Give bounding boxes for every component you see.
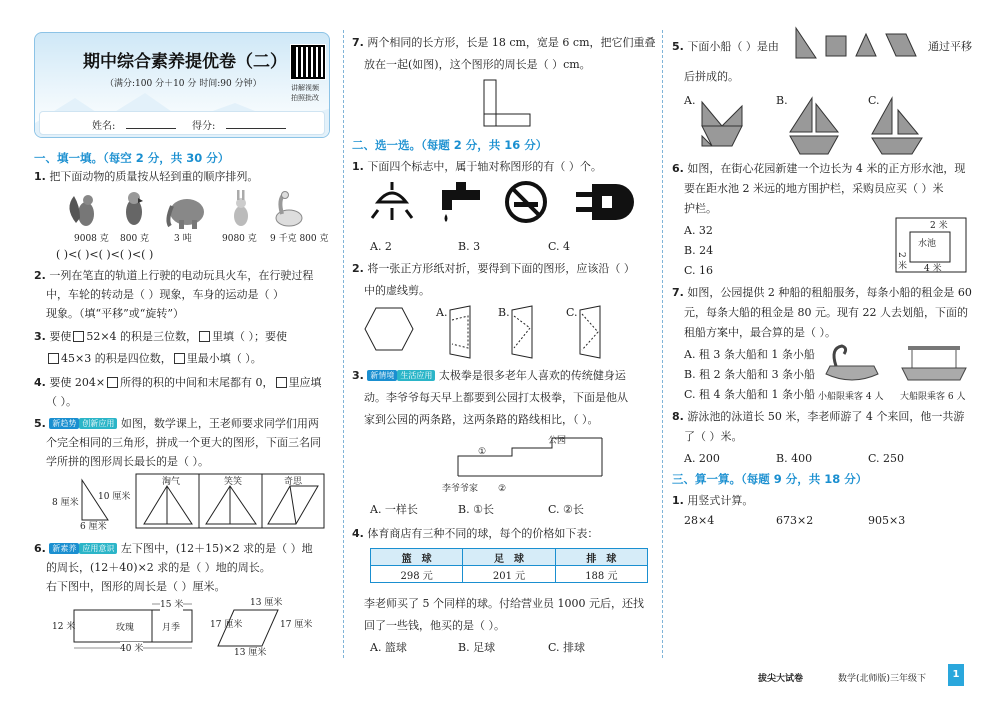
garden-label: 月季 [162,623,181,633]
option-c[interactable]: C. 16 [684,264,714,277]
s2-q4-line1 [352,527,598,541]
option-b[interactable]: B. 24 [684,244,714,257]
q-text: 如图，在街心花园新建一个边长为 4 米的正方形水池，现 [687,162,966,175]
blank-box[interactable] [107,377,118,388]
table-header: 排 球 [555,549,647,566]
option-a[interactable]: A. 篮球 [370,641,407,654]
student-name: 淘气 [162,477,181,487]
option-b[interactable]: B. 足球 [458,641,496,654]
overlap-rectangles-figure [480,78,540,130]
home-label: 李爷爷家 [442,484,479,494]
goose-icon [276,192,302,227]
symbol-icons [370,180,650,226]
q-number: 4. [34,376,46,389]
q-text: 要使 204× [49,376,106,389]
score-label: 得分: [192,121,216,132]
q-text: 如图，公园提供 2 种船的租船服务，每条小船的租金是 60 [687,286,972,299]
route-1-label: ① [478,447,487,457]
option-c[interactable]: C. [566,306,578,319]
calc-item[interactable]: 673×2 [776,514,814,527]
s1-q2-line1 [34,269,313,283]
s1-q6-line1[interactable] [34,542,313,556]
faucet-icon [442,182,480,222]
q-number: 1. [34,170,46,183]
s1-q7-line2[interactable]: 放在一起(如图)，这个图形的周长是（ ）cm。 [364,58,591,71]
s2-q7-line2: 元，每条大船的租金是 80 元。现有 22 人去划船，下面的 [684,306,968,319]
option-c[interactable]: C. 250 [868,452,905,465]
no-smoking-icon [507,183,545,221]
boats-figure [822,340,972,390]
q-number: 3. [34,330,46,343]
s2-q3-line3[interactable]: 家到公园的两条路，这两条路的路线相比，（ ）。 [364,413,599,426]
s2-q3-line1 [352,369,626,383]
q-number: 1. [672,494,684,507]
option-a[interactable]: A. 租 3 条大船和 1 条小船 [684,348,815,361]
q-text: 45×3 的积是四位数， [61,352,172,365]
boat-options-figure [672,96,972,158]
s2-q2-line1[interactable] [352,262,635,276]
student-name: 奇思 [284,477,303,487]
tag-literacy: 新素养 [49,543,79,554]
big-boat-label: 大船限乘客 6 人 [900,392,966,402]
qr-note-1: 讲解视频 [291,84,319,92]
tag-trend: 新趋势 [49,418,79,429]
s2-q6-line1 [672,162,965,176]
s3-q1 [672,494,753,508]
swan-boat-icon [826,346,878,380]
option-b[interactable]: B. 400 [776,452,813,465]
tag-life: 生活应用 [397,370,435,381]
animal-label: 9080 克 [222,234,257,244]
table-cell: 201 元 [463,566,555,583]
price-table [370,548,648,583]
side-label: 10 厘米 [98,492,131,502]
student-name: 笑笑 [224,477,243,487]
q-number: 3. [352,369,364,382]
q-text: 体育商店有三种不同的球，每个的价格如下表： [367,527,599,540]
squirrel-icon [69,195,94,226]
animal-label: 9 千克 800 克 [270,234,329,244]
table-header: 篮 球 [371,549,463,566]
qr-note-2: 拍照批改 [291,94,319,102]
order-answer[interactable]: ( )<( )<( )<( )<( ) [56,248,154,261]
s1-q1 [34,170,258,184]
s2-q5-line1b: 通过平移 [928,40,972,53]
dim-label: 2 米 [896,252,906,270]
q-number: 6. [672,162,684,175]
footer-subject: 数学(北师版)三年级下 [838,674,927,684]
small-boat-label: 小船限乘客 4 人 [818,392,884,402]
section-2-title: 二、选一选。（每题 2 分，共 16 分） [352,138,548,152]
q-text: 下面四个标志中，属于轴对称图形的有（ ）个。 [367,160,602,173]
q-text: 如图，数学课上，王老师要求同学们用两 [120,417,319,430]
qr-code[interactable] [291,45,325,79]
s1-q5-line1 [34,417,319,431]
s1-q2-line3: 现象。（填“平移”或“旋转”） [46,307,184,320]
q-number: 6. [34,542,46,555]
s1-q4-line2[interactable]: （ ）。 [46,395,77,408]
option-c[interactable]: C. 租 4 条大船和 1 条小船 [684,388,816,401]
tag-application: 应用意识 [79,543,117,554]
s2-q6-line2[interactable]: 要在距水池 2 米远的地方围护栏，采购员应买（ ）米 [684,182,944,195]
hexagon-figure [364,306,414,352]
q-text: 将一张正方形纸对折，要得到下面的图形，应该沿（ ） [367,262,635,275]
option-b[interactable]: B. 3 [458,240,481,253]
elephant-icon [168,199,204,229]
s1-q4-line1[interactable] [34,376,322,390]
q-text: 52×4 的积是三位数， [86,330,198,343]
table-header: 足 球 [463,549,555,566]
option-a[interactable]: A. 32 [684,224,713,237]
dim-label: 2 米 [930,221,948,231]
s2-q5-line1[interactable] [672,40,779,54]
parrot-icon [126,192,143,225]
s2-q4-line3[interactable]: 回了一些钱，他买的是（ ）。 [364,619,505,632]
page-number: 1 [948,664,964,686]
q-text: 里最小填（ ）。 [186,352,262,365]
footer-brand: 拔尖大试卷 [758,674,804,684]
blank-box[interactable] [199,331,210,342]
s2-q3-line2: 动。李爷爷每天早上都要到公园打太极拳，下面是他从 [364,391,628,404]
q-text: 里填（ ）；要使 [212,330,288,343]
column-divider [343,30,344,658]
q-number: 1. [352,160,364,173]
option-b[interactable]: B. ①长 [458,503,494,516]
footer [740,668,980,686]
score-field[interactable] [226,128,286,129]
s2-q1[interactable] [352,160,602,174]
s2-q5-line2: 后拼成的。 [684,70,739,83]
exam-meta: （满分:100 分＋10 分 时间:90 分钟） [105,79,262,89]
q-text: 游泳池的泳道长 50 米，李老师游了 4 个来回，他一共游 [687,410,965,423]
q-number: 4. [352,527,364,540]
animal-images [34,188,334,230]
option-b[interactable]: B. [776,94,788,107]
option-b[interactable]: B. 租 2 条大船和 3 条小船 [684,368,816,381]
side-label: 8 厘米 [52,498,79,508]
s1-q6-line3[interactable]: 右下图中，图形的周长是（ ）厘米。 [46,580,226,593]
animal-label: 9008 克 [74,234,109,244]
blank-box[interactable] [48,353,59,364]
s2-q8-line2[interactable]: 了（ ）米。 [684,430,743,443]
s2-q7-line3[interactable]: 租船方案中，最合算的是（ ）。 [684,326,836,339]
section-1-title: 一、填一填。（每空 2 分，共 30 分） [34,151,230,165]
dim-label: 4 米 [924,264,942,274]
option-c[interactable]: C. 4 [548,240,571,253]
animal-label: 800 克 [120,234,150,244]
option-a[interactable]: A. 200 [684,452,720,465]
page-title: 期中综合素养提优卷（二） [83,52,287,72]
q-number: 2. [34,269,46,282]
q-text: 里应填 [288,376,322,389]
option-c[interactable]: C. [868,94,880,107]
option-b[interactable]: B. [498,306,510,319]
tag-context: 新情境 [367,370,397,381]
q-text: 用竖式计算。 [687,494,754,507]
s1-q5-line2: 个完全相同的三角形，拼成一个更大的图形，下面三名同 [46,436,321,449]
dim-label: 12 米 [52,622,76,632]
q-text: 要使 [49,330,72,343]
q-number: 5. [672,40,684,53]
rabbit-icon [234,190,248,226]
s2-q4-line2: 李老师买了 5 个同样的球。付给营业员 1000 元后，还找 [364,597,644,610]
s1-q3-line2[interactable] [46,352,262,366]
plug-icon [576,184,634,220]
q-number: 8. [672,410,684,423]
shape-pieces-figure [794,26,924,62]
blank-box[interactable] [174,353,185,364]
folded-paper-figures [448,304,688,360]
dim-label: 13 厘米 [234,648,267,658]
s2-q2-line2: 中的虚线剪。 [364,284,430,297]
dim-label: 40 米 [120,644,144,654]
side-label: 6 厘米 [80,522,107,532]
name-label: 姓名: [92,121,116,132]
dim-label: 13 厘米 [250,598,283,608]
q-text: 一列在笔直的轨道上行驶的电动玩具火车，在行驶过程 [49,269,314,282]
blank-box[interactable] [276,377,287,388]
blank-box[interactable] [73,331,84,342]
option-a[interactable]: A. 2 [370,240,392,253]
q-number: 5. [34,417,46,430]
s2-q8-line1 [672,410,964,424]
q-text: 下面小船（ ）是由 [687,40,779,53]
pool-label: 水池 [918,239,937,249]
name-field[interactable] [126,128,176,129]
s1-q7-line1 [352,36,656,50]
tag-innovation: 创新应用 [79,418,117,429]
header-card [34,32,330,138]
table-cell: 298 元 [371,566,463,583]
option-a[interactable]: A. 一样长 [370,503,418,516]
dim-label: 17 厘米 [210,620,243,630]
s1-q5-line3[interactable]: 学所拼的图形周长最长的是（ ）。 [46,455,209,468]
q-text: 两个相同的长方形，长是 18 cm，宽是 6 cm，把它们重叠 [367,36,656,49]
dim-label: 17 厘米 [280,620,313,630]
option-a[interactable]: A. [684,94,696,107]
garden-label: 玫瑰 [116,623,135,633]
s1-q3-line1[interactable] [34,330,287,344]
animal-label: 3 吨 [174,234,192,244]
option-a[interactable]: A. [436,306,448,319]
name-score-bar [39,111,325,135]
section-3-title: 三、算一算。（每题 9 分，共 18 分） [672,472,868,486]
option-c[interactable]: C. ②长 [548,503,584,516]
calc-item[interactable]: 905×3 [868,514,906,527]
q-number: 7. [672,286,684,299]
q-text: 左下图中，(12＋15)×2 求的是（ ）地 [120,542,313,555]
dim-label: 15 米 [160,600,184,610]
q-number: 7. [352,36,364,49]
s2-q7-line1 [672,286,972,300]
q-text: 太极拳是很多老年人喜欢的传统健身运 [438,369,626,382]
s1-q2-line2[interactable]: 中，车轮的转动是（ ）现象，车身的运动是（ ） [46,288,284,301]
q-text: 所得的积的中间和末尾都有 0， [120,376,274,389]
s1-q6-line2[interactable]: 的周长，(12＋40)×2 求的是（ ）地的周长。 [46,561,271,574]
table-cell: 188 元 [555,566,647,583]
lamp-icon [372,182,412,220]
route-2-label: ② [498,484,507,494]
calc-item[interactable]: 28×4 [684,514,715,527]
s2-q6-line3: 护栏。 [684,202,717,215]
q-text: 把下面动物的质量按从轻到重的顺序排列。 [49,170,259,183]
canopy-boat-icon [902,346,966,380]
option-c[interactable]: C. 排球 [548,641,586,654]
park-label: 公园 [548,436,567,446]
q-number: 2. [352,262,364,275]
